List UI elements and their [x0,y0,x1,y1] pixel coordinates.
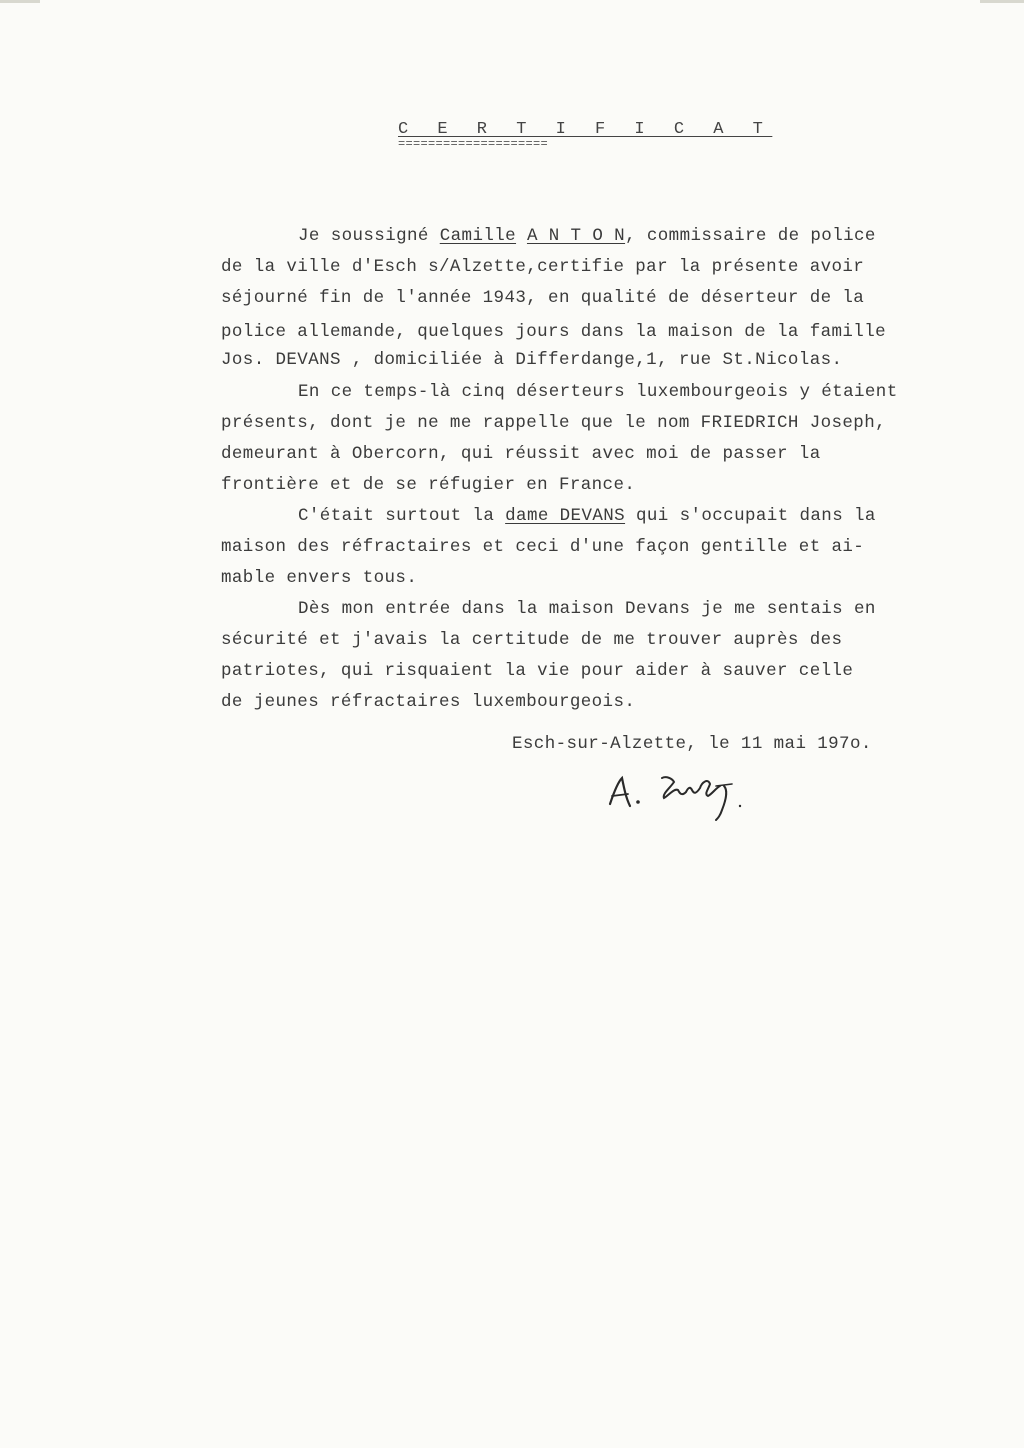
body-line: mable envers tous. [221,568,418,588]
underlined-surname: A N T O N [526,226,626,246]
body-line [298,226,876,246]
body-line: maison des réfractaires et ceci d'une façon gentille et ai- [221,537,865,557]
line-text: C'était surtout la [298,506,506,526]
body-line: séjourné fin de l'année 1943, en qualité de déserteur de la [221,288,865,308]
underlined-name: dame DEVANS [505,506,626,526]
line-text: Je soussigné [298,226,440,246]
body-line: demeurant à Obercorn, qui réussit avec moi de passer la [221,444,821,464]
body-line [298,506,876,526]
place-date: Esch-sur-Alzette, le 11 mai 197o. [512,734,872,754]
line-text: , commissaire de police [625,226,876,246]
paper-edge-mark [980,0,1024,3]
document-title: C E R T I F I C A T [398,120,773,139]
handwritten-signature [604,766,754,822]
body-line: frontière et de se réfugier en France. [221,475,636,495]
body-line: sécurité et j'avais la certitude de me trouver auprès des [221,630,843,650]
body-line: police allemande, quelques jours dans la maison de la famille [221,322,887,342]
title-double-rule: ==================== [398,137,549,151]
body-line: patriotes, qui risquaient la vie pour aider à sauver celle [221,661,854,681]
underlined-name: Camille [439,226,517,246]
line-text [516,226,527,246]
body-line: de la ville d'Esch s/Alzette,certifie par la présente avoir [221,257,865,277]
paper-edge-mark [0,0,40,3]
body-line: présents, dont je ne me rappelle que le nom FRIEDRICH Joseph, [221,413,887,433]
body-line: de jeunes réfractaires luxembourgeois. [221,692,636,712]
body-line: Dès mon entrée dans la maison Devans je me sentais en [298,599,876,619]
body-line: En ce temps-là cinq déserteurs luxembourgeois y étaient [298,382,898,402]
line-text: qui s'occupait dans la [625,506,876,526]
title-block [398,120,773,151]
body-line: Jos. DEVANS , domiciliée à Differdange,1, rue St.Nicolas. [221,350,843,370]
